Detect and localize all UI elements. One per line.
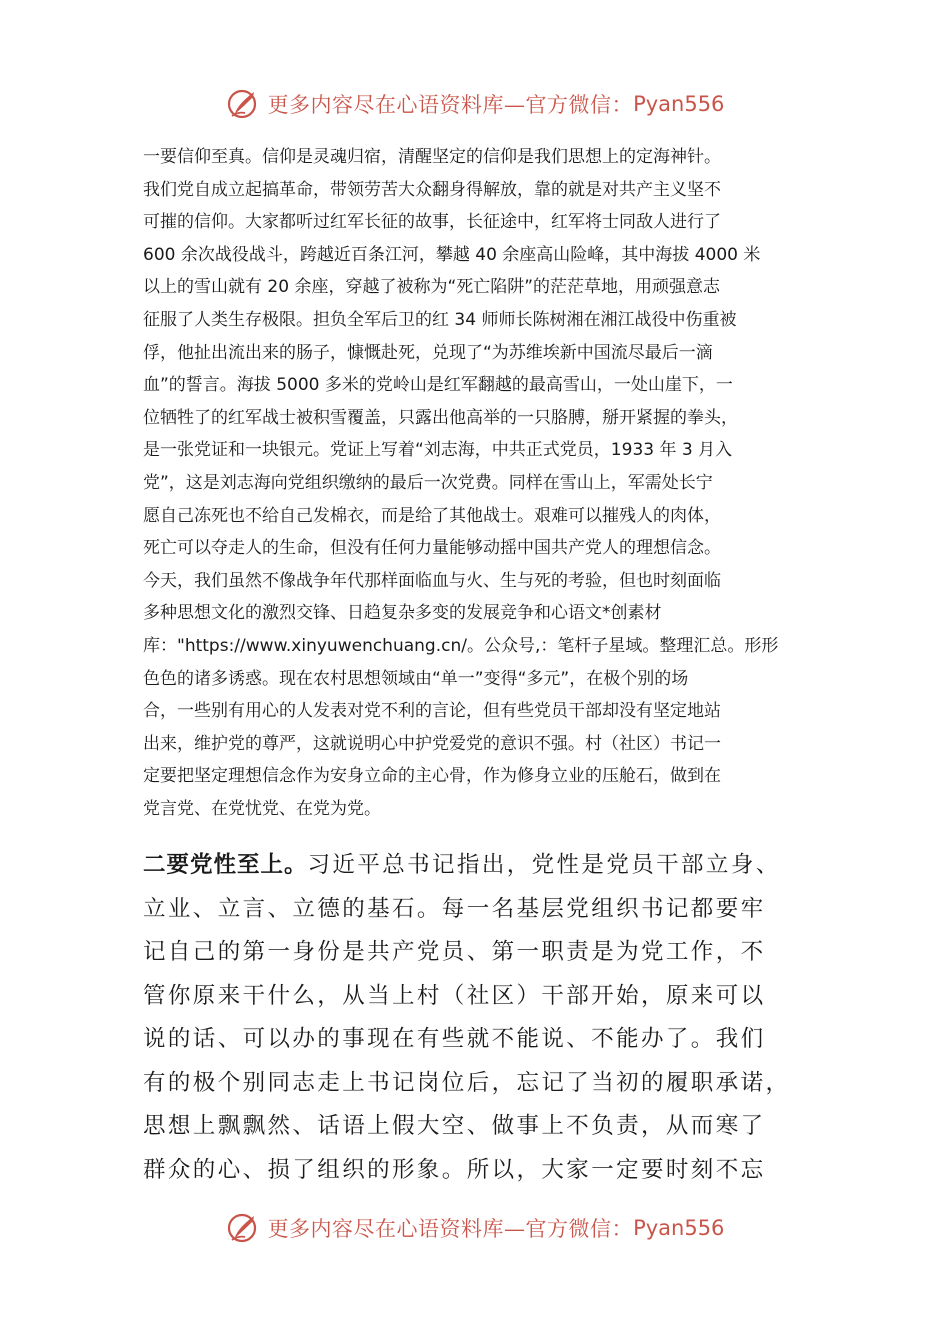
text-line: 管你原来干什么，从当上村（社区）干部开始，原来可以: [143, 982, 766, 1009]
text-line: 600 余次战役战斗，跨越近百条江河，攀越 40 余座高山险峰，其中海拔 4000 米: [143, 244, 761, 265]
text-line: 征服了人类生存极限。担负全军后卫的红 34 师师长陈树湘在湘江战役中伤重被: [143, 309, 737, 330]
text-line: 定要把坚定理想信念作为安身立命的主心骨，作为修身立业的压舱石，做到在: [143, 766, 721, 787]
text-line: 色色的诸多诱惑。现在农村思想领域由“单一”变得“多元”，在极个别的场: [143, 668, 689, 689]
text-line: 是一张党证和一块银元。党证上写着“刘志海，中共正式党员，1933 年 3 月入: [143, 440, 733, 461]
banner-wechat-id: Pyan556: [633, 92, 725, 116]
text-line: 今天，我们虽然不像战争年代那样面临血与火、生与死的考验，但也时刻面临: [143, 570, 721, 591]
text-line: 一要信仰至真。信仰是灵魂归宿，清醒坚定的信仰是我们思想上的定海神针。: [143, 147, 721, 167]
text-line: 群众的心、损了组织的形象。所以，大家一定要时刻不忘: [143, 1156, 766, 1183]
text-line: 出来，维护党的尊严，这就说明心中护党爱党的意识不强。村（社区）书记一: [143, 733, 721, 754]
paragraph-lead-heading: 二要党性至上。: [143, 852, 308, 878]
text-line: 说的话、可以办的事现在有些就不能说、不能办了。我们: [143, 1026, 766, 1052]
text-line: 死亡可以夺走人的生命，但没有任何力量能够动摇中国共产党人的理想信念。: [143, 538, 721, 559]
banner-wechat-id: Pyan556: [633, 1216, 725, 1240]
banner-text: 更多内容尽在心语资料库—官方微信：: [267, 1217, 634, 1241]
text-line: 党言党、在党忧党、在党为党。: [143, 798, 381, 819]
text-line: 党”，这是刘志海向党组织缴纳的最后一次党费。同样在雪山上，军需处长宁: [143, 472, 713, 493]
pen-logo-icon: [226, 86, 262, 122]
text-line: 可摧的信仰。大家都听过红军长征的故事，长征途中，红军将士同敌人进行了: [143, 212, 721, 233]
text-line: 库："https://www.xinyuwenchuang.cn/。公众号,：笔杆子星域。整理汇总。形形: [143, 635, 779, 656]
text-line: 以上的雪山就有 20 余座，穿越了被称为“死亡陷阱”的茫茫草地，用顽强意志: [143, 277, 721, 298]
text-line: 合，一些别有用心的人发表对党不利的言论，但有些党员干部却没有坚定地站: [143, 701, 721, 722]
text-line: 愿自己冻死也不给自己发棉衣，而是给了其他战士。艰难可以摧残人的肉体，: [143, 505, 721, 526]
text-line: 多种思想文化的激烈交锋、日趋复杂多变的发展竞争和心语文*创素材: [143, 603, 662, 624]
text-line: 我们党自成立起搞革命，带领劳苦大众翻身得解放，靠的就是对共产主义坚不: [143, 179, 721, 200]
header-watermark-banner: [0, 78, 950, 130]
text-line: 位牺牲了的红军战士被积雪覆盖，只露出他高举的一只胳膊，掰开紧握的拳头，: [143, 407, 738, 428]
paragraph-faith: [143, 141, 813, 825]
text-line: 记自己的第一身份是共产党员、第一职责是为党工作，不: [143, 939, 766, 965]
lead-line-rest: 习近平总书记指出，党性是党员干部立身、: [307, 852, 781, 878]
banner-text: 更多内容尽在心语资料库—官方微信：: [267, 93, 634, 117]
text-line: 有的极个别同志走上书记岗位后，忘记了当初的履职承诺，: [143, 1069, 791, 1096]
paragraph-party-spirit: [143, 844, 813, 1192]
text-line: 立业、立言、立德的基石。每一名基层党组织书记都要牢: [143, 895, 766, 922]
text-line: 血”的誓言。海拔 5000 多米的党岭山是红军翻越的最高雪山，一处山崖下，一: [143, 375, 733, 396]
pen-logo-icon: [226, 1210, 262, 1246]
footer-watermark-banner: [0, 1202, 950, 1254]
text-line: 俘，他扯出流出来的肠子，慷慨赴死，兑现了“为苏维埃新中国流尽最后一滴: [143, 342, 713, 363]
text-line: [143, 844, 813, 888]
text-line: 思想上飘飘然、话语上假大空、做事上不负责，从而寒了: [143, 1113, 766, 1139]
